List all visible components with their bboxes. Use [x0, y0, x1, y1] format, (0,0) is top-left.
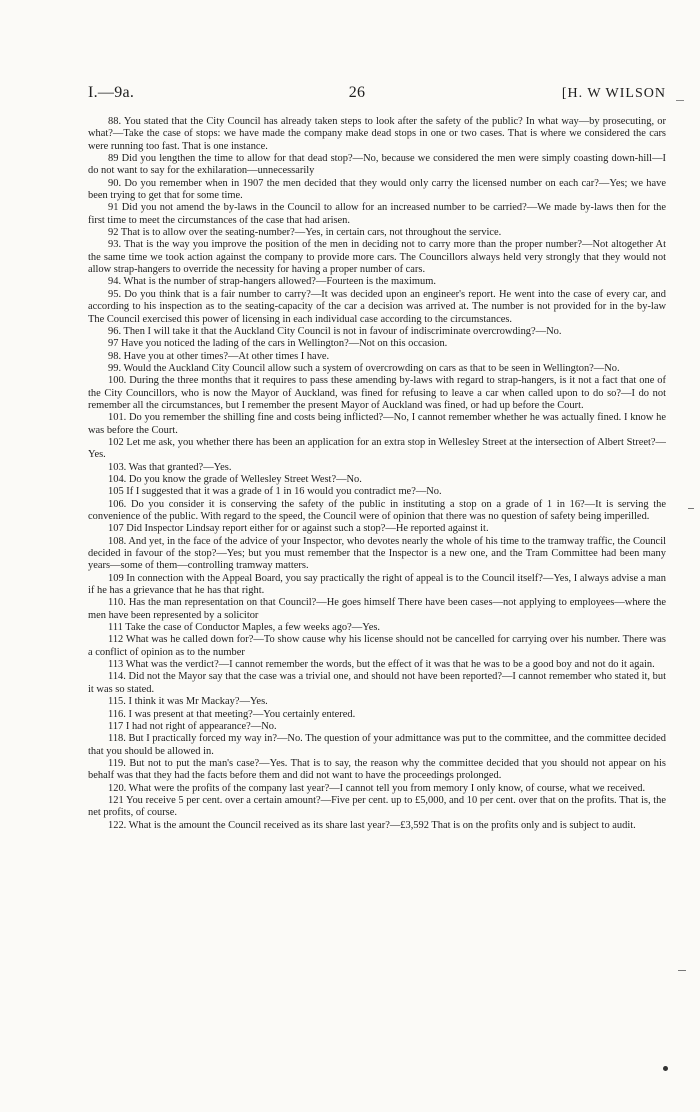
- paragraph: 104. Do you know the grade of Wellesley Street West?—No.: [108, 473, 362, 485]
- paragraph: 89 Did you lengthen the time to allow for that dead stop?—No, because we considered the men were simply coasting down-hill—I do not want to say for the exhilaration—unnecessarily: [88, 153, 666, 177]
- paragraph: 112 What was he called down for?—To show cause why his license should not be cancelled for carrying over his number. There was a conflict of opinion as to the number: [88, 634, 666, 658]
- paragraph: 122. What is the amount the Council received as its share last year?—£3,592 That is on the profits only and is subject to audit.: [108, 819, 636, 831]
- margin-tick-lower-right: [678, 970, 686, 971]
- paragraph: 95. Do you think that is a fair number to carry?—It was decided upon an engineer's report. He went into the case of every car, and according to his inspection as to the seating-capacity of the car a decision was arrived at. The number is not provided for in the by-law The Council exercised this power of licensing in each individual case according to the circumstances.: [88, 288, 666, 325]
- page-header: [88, 84, 666, 102]
- paragraph: 105 If I suggested that it was a grade of 1 in 16 would you contradict me?—No.: [108, 486, 442, 498]
- paragraph: 117 I had not right of appearance?—No.: [108, 720, 277, 732]
- paragraph: 101. Do you remember the shilling fine and costs being inflicted?—No, I cannot remember whether he was actually fined. I know he was before the Court.: [88, 412, 666, 436]
- paragraph: 108. And yet, in the face of the advice of your Inspector, who devotes nearly the whole of his time to the tramway traffic, the Council decided in favour of the stop?—Yes; but you must remember that the Inspector is a new one, and the Tram Committee had been many years—some of them—controlling tramway matters.: [88, 535, 666, 572]
- document-body: [88, 116, 666, 832]
- page-number: 26: [348, 84, 366, 101]
- document-reference: I.—9a.: [88, 84, 135, 101]
- document-page: [88, 84, 666, 832]
- paragraph: 98. Have you at other times?—At other times I have.: [108, 350, 330, 362]
- margin-dot: [663, 1066, 668, 1071]
- margin-tick-middle-right: [688, 508, 694, 509]
- paragraph: 119. But not to put the man's case?—Yes. That is to say, the reason why the committee decided that you should not appear on his behalf was that they had the facts before them and did not want to have the proceedings prolonged.: [88, 757, 666, 782]
- paragraph: 99. Would the Auckland City Council allow such a system of overcrowding on cars as that to be seen in Wellington?—No.: [108, 362, 620, 374]
- paragraph: 121 You receive 5 per cent. over a certain amount?—Five per cent. up to £5,000, and 10 per cent. over that on the profits. That is, the net profits, of course.: [88, 794, 666, 819]
- paragraph: 102 Let me ask, you whether there has been an application for an extra stop in Wellesley Street at the intersection of Albert Street?—Yes.: [88, 436, 666, 461]
- margin-tick-top-right: [676, 100, 684, 101]
- paragraph: 120. What were the profits of the company last year?—I cannot tell you from memory I only know, of course, what we received.: [108, 782, 646, 794]
- paragraph: 118. But I practically forced my way in?—No. The question of your admittance was put to the committee, and the committee decided that you should be allowed in.: [88, 733, 666, 757]
- paragraph: 110. Has the man representation on that Council?—He goes himself There have been cases—not applying to employees—where the men have been represented by a solicitor: [88, 597, 666, 621]
- paragraph: 103. Was that granted?—Yes.: [108, 461, 232, 473]
- paragraph: 107 Did Inspector Lindsay report either for or against such a stop?—He reported against it.: [108, 523, 489, 535]
- paragraph: 97 Have you noticed the lading of the cars in Wellington?—Not on this occasion.: [108, 338, 448, 350]
- paragraph: 100. During the three months that it requires to pass these amending by-laws with regard to strap-hangers, is it not a fact that one of the City Councillors, who is now the Mayor of Auckland, was fined for refusing to leave a car when called upon to do so?—I do not remember all the circumstances, but I remember the present Mayor of Auckland was fined, or had up before the Court.: [88, 375, 666, 411]
- paragraph: 93. That is the way you improve the position of the men in deciding not to carry more than the proper number?—Not altogether At the same time we took action against the company to provide more cars. The Councillors always held very strongly that they would not allow strap-hangers to override the necessity for having a proper number of cars.: [88, 239, 666, 276]
- paragraph: 92 That is to allow over the seating-number?—Yes, in certain cars, not throughout the service.: [108, 227, 502, 239]
- paragraph: 106. Do you consider it is conserving the safety of the public in instituting a stop on a grade of 1 in 16?—It is serving the convenience of the public. With regard to the speed, the Council were of opinion that there was no question of safety being imperilled.: [88, 498, 666, 522]
- paragraph: 90. Do you remember when in 1907 the men decided that they would only carry the licensed number on each car?—Yes; we have been trying to get that for some time.: [88, 177, 666, 202]
- paragraph: 88. You stated that the City Council has already taken steps to look after the safety of the public? In what way—by prosecuting, or what?—Take the case of stops: we have made the company make dead stops in one or two cases. That is where we considered the cars were running too fast. That is one instance.: [88, 116, 666, 152]
- paragraph: 94. What is the number of strap-hangers allowed?—Fourteen is the maximum.: [108, 276, 436, 288]
- paragraph: 91 Did you not amend the by-laws in the Council to allow for an increased number to be carried?—We made by-laws then for the first time to meet the circumstances of the case that had arisen.: [88, 202, 666, 226]
- paragraph: 116. I was present at that meeting?—You certainly entered.: [108, 708, 356, 720]
- paragraph: 113 What was the verdict?—I cannot remember the words, but the effect of it was that he was to be a good boy and not do it again.: [108, 659, 655, 671]
- paragraph: 111 Take the case of Conductor Maples, a few weeks ago?—Yes.: [108, 622, 381, 634]
- witness-name: [H. W WILSON: [561, 86, 666, 101]
- paragraph: 114. Did not the Mayor say that the case was a trivial one, and should not have been reported?—I cannot remember who stated it, but it was so stated.: [88, 671, 666, 695]
- paragraph: 96. Then I will take it that the Auckland City Council is not in favour of indiscriminate overcrowding?—No.: [108, 325, 562, 337]
- paragraph: 115. I think it was Mr Mackay?—Yes.: [108, 696, 268, 708]
- paragraph: 109 In connection with the Appeal Board, you say practically the right of appeal is to the Council itself?—Yes, I always advise a man if he has a grievance that he has that right.: [88, 572, 666, 597]
